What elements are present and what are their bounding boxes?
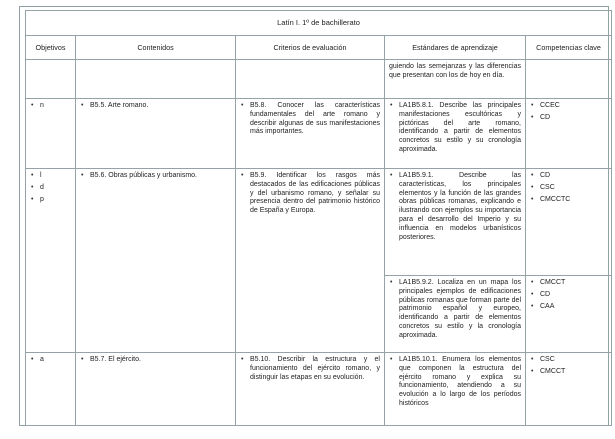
table-row (26, 353, 612, 426)
competencia-item: • CSC (530, 356, 607, 365)
objetivo-item: • p (30, 196, 71, 205)
contenido-item: • B5.7. El ejército. (80, 356, 231, 365)
contenido-item: • B5.6. Obras públicas y urbanismo. (80, 172, 231, 181)
estandar-item: • LA1B5.10.1. Enumera los elementos que componen la estructura del ejército romano y explica su funcionamiento, atendiendo a su evolución a lo largo de los períodos históricos (389, 356, 521, 409)
header-competencias: Competencias clave (526, 36, 612, 60)
table-title: Latín I. 1º de bachillerato (26, 11, 612, 36)
estandar-item: • LA1B5.9.2. Localiza en un mapa los principales ejemplos de edificaciones públicas romanas que forman parte del patrimonio español y europeo, identificando a partir de elementos concretos su estilo y la cronología aproximada. (389, 279, 521, 341)
table-row (26, 169, 612, 276)
curriculum-table (25, 10, 612, 426)
competencia-item: • CMCCTC (530, 196, 607, 205)
header-estandares: Estándares de aprendizaje (385, 36, 526, 60)
table-row (26, 99, 612, 169)
competencia-item: • CMCCT (530, 279, 607, 288)
objetivo-item: • n (30, 102, 71, 111)
estandar-item: • LA1B5.9.1. Describe las características, los principales elementos y la función de las grandes obras públicas romanas, explicando e ilustrando con ejemplos su importancia para el desarrollo del Imperio y su influencia en modelos urbanísticos posteriores. (389, 172, 521, 242)
header-criterios: Criterios de evaluación (236, 36, 385, 60)
header-objetivos: Objetivos (26, 36, 76, 60)
competencia-item: • CCEC (530, 102, 607, 111)
objetivo-item: • l (30, 172, 71, 181)
criterio-item: • B5.9. Identificar los rasgos más destacados de las edificaciones públicas y del urbanismo romano, y señalar su presencia dentro del patrimonio histórico de España y Europa. (240, 172, 380, 216)
competencia-item: • CD (530, 172, 607, 181)
competencia-item: • CD (530, 114, 607, 123)
table-row (26, 60, 612, 99)
competencia-item: • CAA (530, 303, 607, 312)
criterio-item: • B5.8. Conocer las características fundamentales del arte romano y describir algunas de sus manifestaciones más importantes. (240, 102, 380, 137)
competencia-item: • CMCCT (530, 368, 607, 377)
objetivo-item: • a (30, 356, 71, 365)
header-contenidos: Contenidos (76, 36, 236, 60)
objetivo-item: • d (30, 184, 71, 193)
competencia-item: • CSC (530, 184, 607, 193)
estandar-continuation: guiendo las semejanzas y las diferencias que presentan con los de hoy en día. (389, 63, 521, 79)
estandar-item: • LA1B5.8.1. Describe las principales manifestaciones escultóricas y pictóricas del arte romano, identificando a partir de elementos concretos su estilo y su cronología aproximada. (389, 102, 521, 155)
competencia-item: • CD (530, 291, 607, 300)
criterio-item: • B5.10. Describir la estructura y el funcionamiento del ejército romano, y distinguir las etapas en su evolución. (240, 356, 380, 382)
contenido-item: • B5.5. Arte romano. (80, 102, 231, 111)
